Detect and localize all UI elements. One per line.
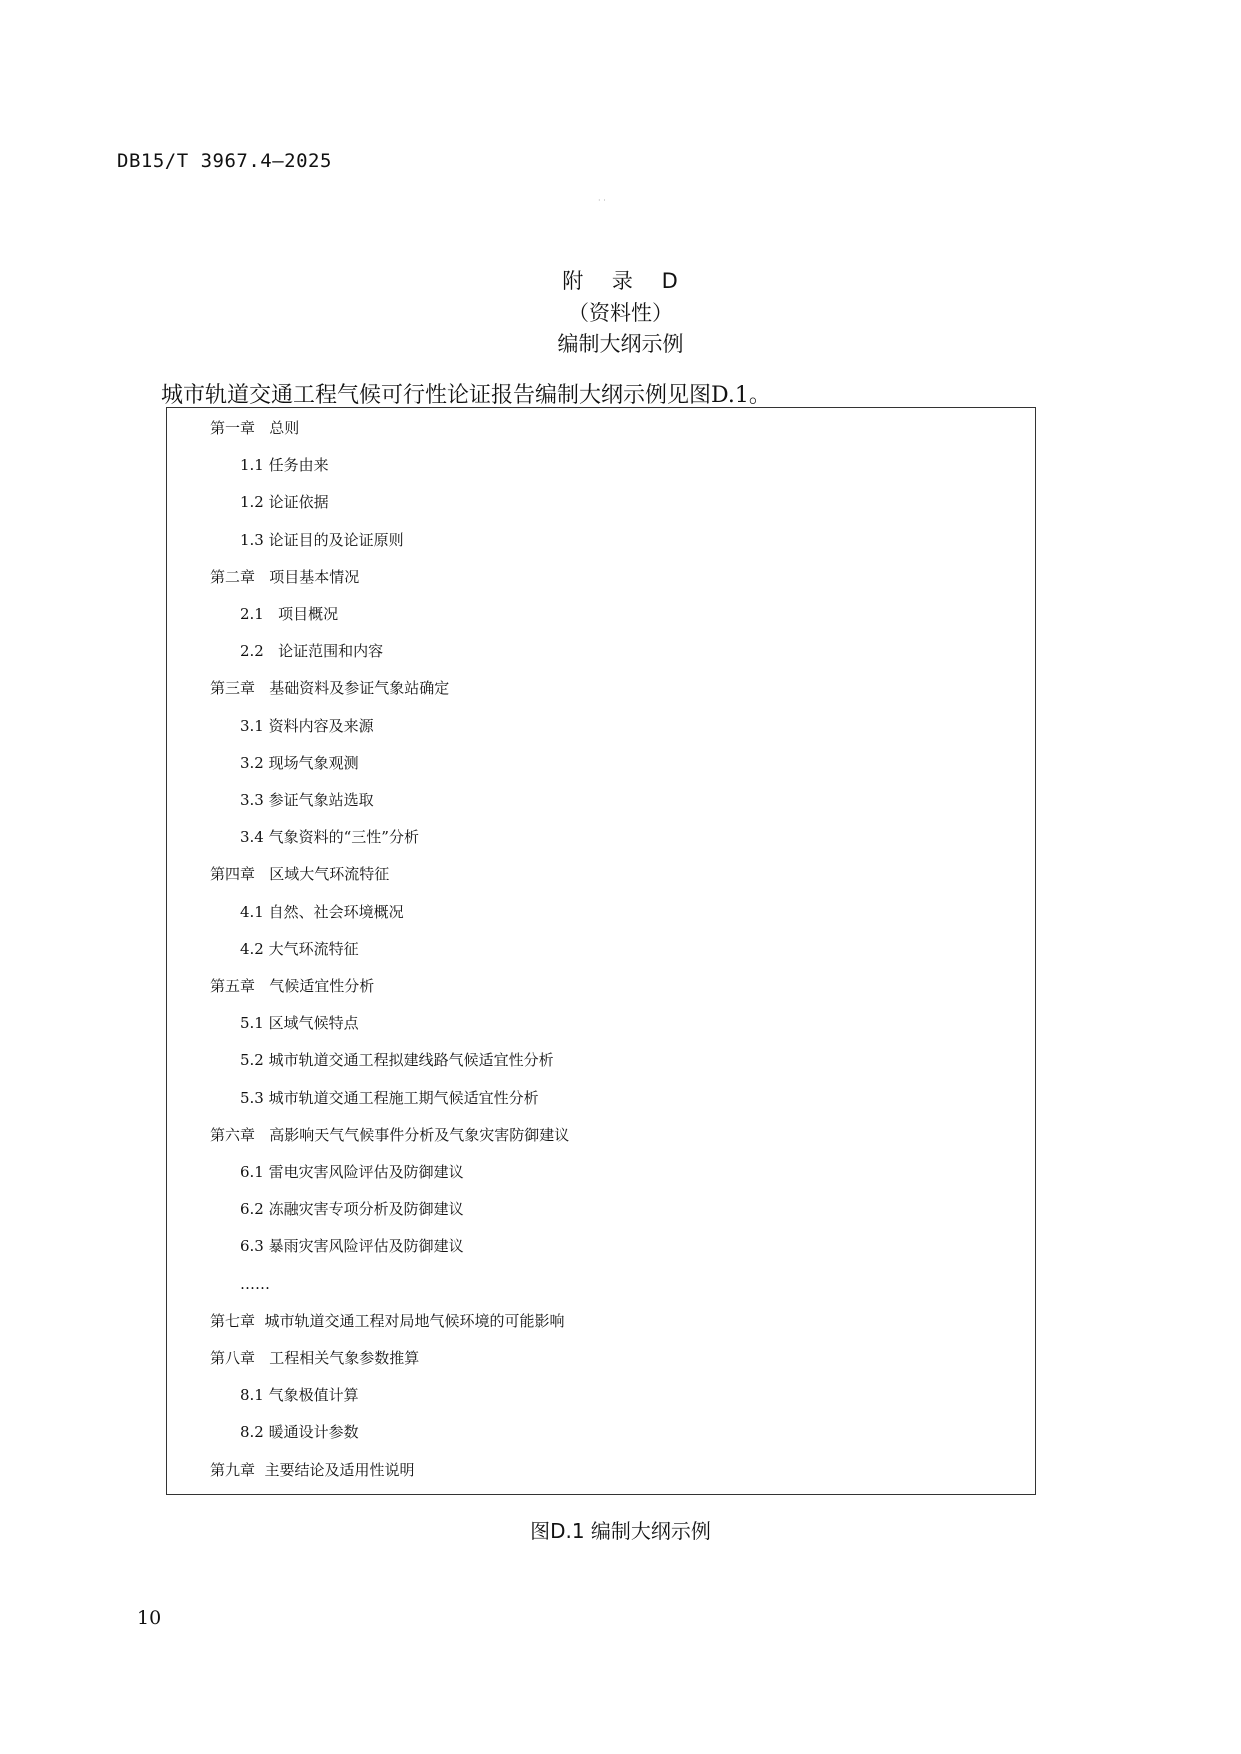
outline-section: 3.1 资料内容及来源 bbox=[240, 716, 374, 735]
outline-section: 3.4 气象资料的“三性”分析 bbox=[240, 828, 419, 847]
outline-section: …… bbox=[240, 1274, 270, 1293]
outline-section: 5.1 区域气候特点 bbox=[240, 1014, 359, 1033]
outline-section: 8.1 气象极值计算 bbox=[240, 1386, 359, 1405]
outline-section: 4.1 自然、社会环境概况 bbox=[240, 902, 404, 921]
outline-section: 6.2 冻融灾害专项分析及防御建议 bbox=[240, 1200, 464, 1219]
outline-section: 3.3 参证气象站选取 bbox=[240, 791, 374, 809]
appendix-title-part: 录 bbox=[611, 269, 634, 293]
outline-chapter: 第四章 区域大气环流特征 bbox=[210, 865, 390, 884]
outline-chapter: 第六章 高影响天气气候事件分析及气象灾害防御建议 bbox=[210, 1125, 570, 1144]
outline-section: 5.3 城市轨道交通工程施工期气候适宜性分析 bbox=[240, 1088, 539, 1107]
figure-caption: 图D.1 编制大纲示例 bbox=[530, 1519, 711, 1543]
appendix-title bbox=[0, 265, 1241, 295]
outline-chapter: 第三章 基础资料及参证气象站确定 bbox=[210, 679, 450, 698]
outline-chapter: 第九章 主要结论及适用性说明 bbox=[210, 1460, 415, 1479]
appendix-type: （资料性） bbox=[568, 301, 673, 325]
page-number: 10 bbox=[137, 1607, 162, 1629]
outline-section: 5.2 城市轨道交通工程拟建线路气候适宜性分析 bbox=[240, 1051, 554, 1070]
outline-chapter: 第一章 总则 bbox=[210, 419, 300, 437]
outline-section: 2.1 项目概况 bbox=[240, 605, 339, 623]
outline-box bbox=[166, 407, 1036, 1495]
outline-section: 3.2 现场气象观测 bbox=[240, 753, 359, 772]
outline-section: 6.3 暴雨灾害风险评估及防御建议 bbox=[240, 1237, 464, 1256]
outline-section: 6.1 雷电灾害风险评估及防御建议 bbox=[240, 1163, 464, 1181]
appendix-name: 编制大纲示例 bbox=[557, 332, 684, 356]
outline-section: 1.3 论证目的及论证原则 bbox=[240, 530, 404, 549]
document-code: DB15/T 3967.4—2025 bbox=[117, 150, 332, 172]
outline-section: 1.1 任务由来 bbox=[240, 456, 329, 475]
outline-section: 1.2 论证依据 bbox=[240, 493, 329, 512]
outline-chapter: 第五章 气候适宜性分析 bbox=[210, 977, 375, 995]
outline-chapter: 第八章 工程相关气象参数推算 bbox=[210, 1349, 420, 1367]
intro-paragraph: 城市轨道交通工程气候可行性论证报告编制大纲示例见图D.1。 bbox=[161, 383, 771, 408]
outline-section: 2.2 论证范围和内容 bbox=[240, 642, 384, 661]
outline-chapter: 第二章 项目基本情况 bbox=[210, 567, 360, 586]
outline-chapter: 第七章 城市轨道交通工程对局地气候环境的可能影响 bbox=[210, 1311, 565, 1330]
outline-section: 4.2 大气环流特征 bbox=[240, 939, 359, 958]
appendix-title-part: D bbox=[661, 269, 679, 293]
appendix-title-part: 附 bbox=[562, 269, 585, 293]
outline-section: 8.2 暖通设计参数 bbox=[240, 1423, 359, 1442]
decorative-dots: · · bbox=[598, 196, 606, 205]
